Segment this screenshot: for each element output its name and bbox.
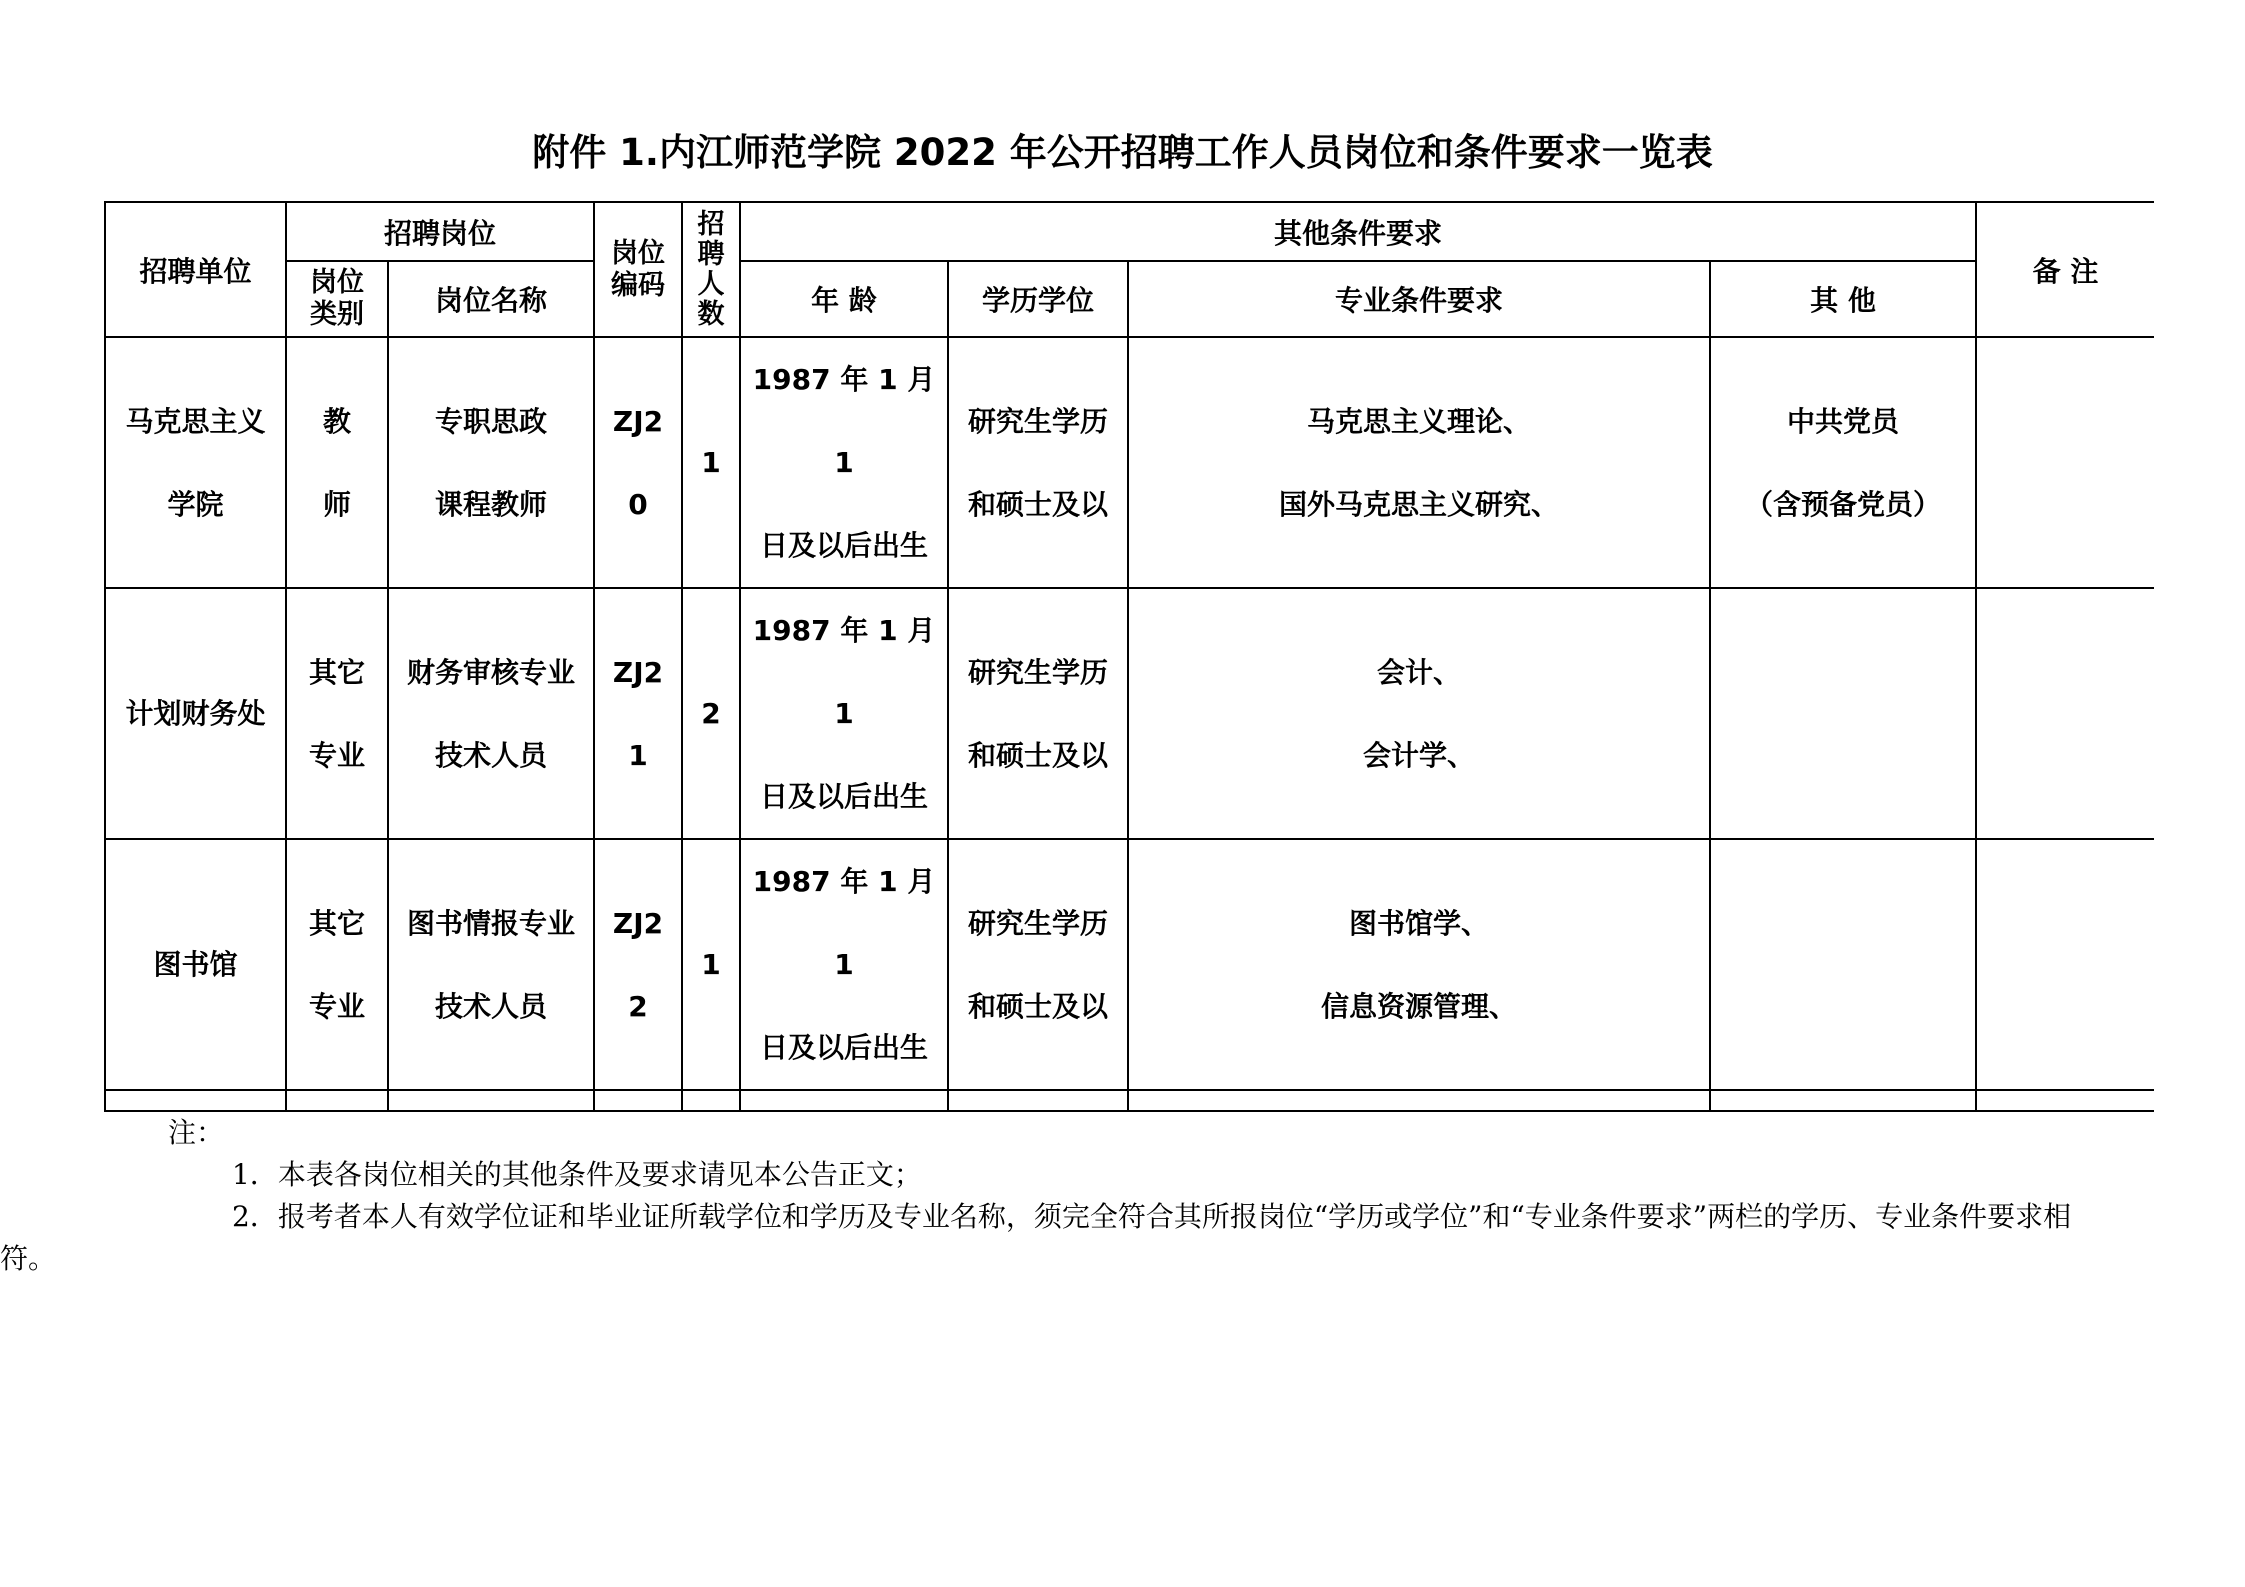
cell-education (948, 337, 1128, 588)
cell-code-line: ZJ2 (612, 906, 664, 940)
header-other: 其 他 (1710, 261, 1976, 337)
cell-count-line: 2 (701, 697, 721, 730)
cell-age-line: 日及以后出生 (760, 780, 929, 813)
cell-other (1710, 337, 1976, 588)
cell-type-line: 专业 (308, 738, 365, 772)
cell-education (948, 1090, 1128, 1112)
cell-type-line: 其它 (308, 906, 365, 940)
cell-remark-line (1977, 1093, 2154, 1113)
cell-major-line: 信息资源管理、 (1321, 989, 1518, 1023)
cell-count (682, 588, 740, 839)
header-position-code: 岗位 编码 (594, 202, 682, 337)
cell-unit-line: 计划财务处 (125, 697, 266, 730)
cell-remark (1976, 588, 2154, 839)
cell-age (740, 337, 948, 588)
cell-name (388, 588, 594, 839)
cell-name-line: 课程教师 (435, 487, 548, 521)
cell-code-line: ZJ2 (612, 655, 664, 689)
cell-code (594, 337, 682, 588)
cell-age-line: 1987 年 1 月 1 (752, 614, 936, 730)
cell-age-line: 1987 年 1 月 1 (752, 363, 936, 479)
table-row (105, 337, 2154, 588)
cell-code-line: 0 (628, 487, 648, 521)
cell-count-line: 1 (701, 446, 721, 479)
cell-major-line: 国外马克思主义研究、 (1279, 487, 1560, 521)
cell-education (948, 588, 1128, 839)
cell-age (740, 839, 948, 1090)
cell-other (1710, 1090, 1976, 1112)
cell-major (1128, 337, 1710, 588)
cell-type-line: 其它 (308, 655, 365, 689)
cell-major (1128, 839, 1710, 1090)
cell-count (682, 1090, 740, 1112)
cell-type-line (287, 1093, 387, 1113)
cell-name-line: 图书情报专业 (407, 906, 576, 940)
cell-type (286, 1090, 388, 1112)
table-row (105, 839, 2154, 1090)
cell-age-line: 1987 年 1 月 1 (752, 865, 936, 981)
cell-count-line: 1 (701, 948, 721, 981)
cell-other (1710, 839, 1976, 1090)
cell-major-line: 马克思主义理论、 (1307, 404, 1532, 438)
note-2: 2．报考者本人有效学位证和毕业证所载学位和学历及专业名称，须完全符合其所报岗位“学历或学位”和“专业条件要求”两栏的学历、专业条件要求相符。 (0, 1200, 2072, 1275)
table-row (105, 588, 2154, 839)
cell-major-line: 图书馆学、 (1349, 906, 1490, 940)
cell-unit-line: 图书馆 (153, 948, 238, 981)
cell-age-line: 日及以后出生 (760, 1031, 929, 1064)
cell-unit (105, 839, 286, 1090)
header-position-name: 岗位名称 (388, 261, 594, 337)
cell-education-line: 研究生学历 (968, 906, 1109, 940)
cell-other-line: 中共党员 (1787, 404, 1900, 438)
header-position-type: 岗位 类别 (286, 261, 388, 337)
cell-unit (105, 1090, 286, 1112)
cell-major-line: 会计学、 (1363, 738, 1476, 772)
note-1: 1．本表各岗位相关的其他条件及要求请见本公告正文； (232, 1158, 922, 1191)
cell-type-line: 专业 (308, 989, 365, 1023)
cell-education-line: 和硕士及以 (968, 487, 1109, 521)
cell-remark (1976, 1090, 2154, 1112)
header-age: 年 龄 (740, 261, 948, 337)
cell-age (740, 1090, 948, 1112)
cell-major (1128, 588, 1710, 839)
table-row (105, 1090, 2154, 1112)
cell-education-line: 和硕士及以 (968, 738, 1109, 772)
cell-type (286, 337, 388, 588)
cell-name-line: 专职思政 (435, 404, 548, 438)
cell-count (682, 839, 740, 1090)
cell-code (594, 839, 682, 1090)
cell-unit-line: 马克思主义 (125, 404, 266, 438)
header-unit: 招聘单位 (105, 202, 286, 337)
cell-other-line: （含预备党员） (1745, 487, 1942, 521)
cell-code (594, 588, 682, 839)
cell-code-line: ZJ2 (612, 404, 664, 438)
cell-type-line: 师 (322, 487, 351, 521)
cell-name-line: 财务审核专业 (407, 655, 576, 689)
header-other-group: 其他条件要求 (740, 202, 1976, 261)
cell-education-line: 研究生学历 (968, 655, 1109, 689)
cell-name (388, 337, 594, 588)
header-count: 招 聘 人 数 (682, 202, 740, 337)
cell-education (948, 839, 1128, 1090)
cell-age-line: 日及以后出生 (760, 529, 929, 562)
cell-other (1710, 588, 1976, 839)
cell-education-line: 和硕士及以 (968, 989, 1109, 1023)
recruitment-table (104, 201, 2154, 1112)
cell-name (388, 839, 594, 1090)
cell-count (682, 337, 740, 588)
cell-name (388, 1090, 594, 1112)
cell-education-line (949, 1093, 1127, 1113)
cell-unit (105, 337, 286, 588)
cell-type (286, 839, 388, 1090)
cell-code-line: 2 (628, 989, 648, 1023)
header-education: 学历学位 (948, 261, 1128, 337)
cell-name-line: 技术人员 (435, 989, 548, 1023)
notes (0, 1112, 2118, 1280)
cell-major-line: 会计、 (1377, 655, 1462, 689)
cell-remark (1976, 337, 2154, 588)
page-title: 附件 1.内江师范学院 2022 年公开招聘工作人员岗位和条件要求一览表 (532, 131, 1713, 174)
cell-age-line (741, 1093, 947, 1113)
cell-type-line: 教 (322, 404, 351, 438)
header-major: 专业条件要求 (1128, 261, 1710, 337)
header-position-group: 招聘岗位 (286, 202, 594, 261)
notes-label: 注： (168, 1116, 225, 1149)
header-remark: 备 注 (1976, 202, 2154, 337)
cell-code (594, 1090, 682, 1112)
cell-type (286, 588, 388, 839)
cell-major (1128, 1090, 1710, 1112)
cell-remark (1976, 839, 2154, 1090)
cell-other-line (1711, 1093, 1975, 1113)
cell-code-line: 1 (628, 738, 648, 772)
cell-unit-line: 学院 (167, 487, 224, 521)
recruitment-table-container (104, 201, 2154, 1112)
cell-unit (105, 588, 286, 839)
cell-education-line: 研究生学历 (968, 404, 1109, 438)
cell-age (740, 588, 948, 839)
cell-name-line: 技术人员 (435, 738, 548, 772)
